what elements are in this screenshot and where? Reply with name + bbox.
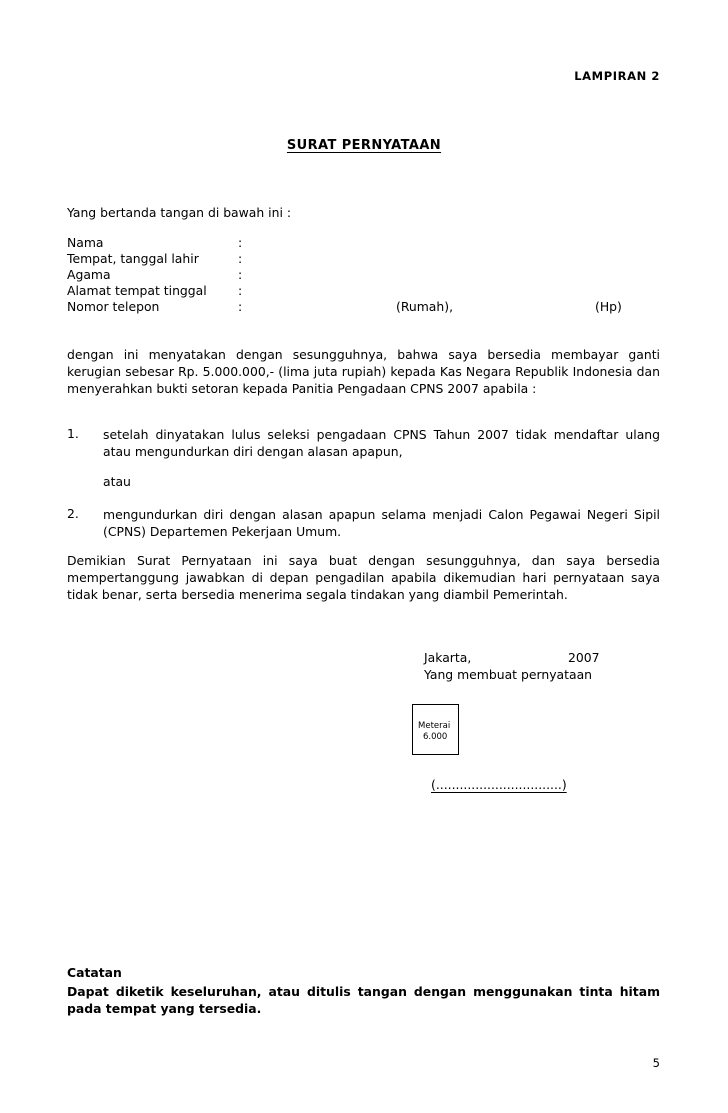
condition-text: mengundurkan diri dengan alasan apapun selama menjadi Calon Pegawai Negeri Sipil (CPNS) Departemen Pekerjaan Umum. — [103, 507, 660, 539]
field-colon: : — [238, 267, 243, 282]
statement-paragraph: dengan ini menyatakan dengan sesungguhnya, bahwa saya bersedia membayar ganti kerugian sebesar Rp. 5.000.000,- (lima juta rupiah) kepada Kas Negara Republik Indonesia dan menyerahkan bukti setoran kepada Panitia Pengadaan CPNS 2007 apabila : — [67, 347, 660, 396]
signature-maker: Yang membuat pernyataan — [424, 667, 593, 682]
note-title: Catatan — [67, 965, 122, 980]
field-colon: : — [238, 251, 243, 266]
condition-text: setelah dinyatakan lulus seleksi pengadaan CPNS Tahun 2007 tidak mendaftar ulang atau mengundurkan diri dengan alasan apapun, — [103, 427, 660, 459]
signature-name-line: (................................) — [431, 777, 567, 792]
closing-paragraph: Demikian Surat Pernyataan ini saya buat dengan sesungguhnya, dan saya bersedia mempertanggung jawabkan di depan pengadilan apabila dikemudian hari pernyataan saya tidak benar, serta bersedia menerima segala tindakan yang diambil Pemerintah. — [67, 553, 660, 602]
field-colon: : — [238, 299, 243, 314]
page-number: 5 — [652, 1056, 660, 1070]
lampiran-label: LAMPIRAN 2 — [574, 69, 660, 83]
field-colon: : — [238, 235, 243, 250]
field-label: Nama — [67, 235, 104, 250]
note-body: Dapat diketik keseluruhan, atau ditulis tangan dengan menggunakan tinta hitam pada tempat yang tersedia. — [67, 984, 660, 1016]
field-label: Tempat, tanggal lahir — [67, 251, 199, 266]
signature-year: 2007 — [568, 650, 600, 665]
field-label: Nomor telepon — [67, 299, 160, 314]
field-colon: : — [238, 283, 243, 298]
condition-number: 2. — [67, 506, 79, 521]
materai-label: Meterai — [418, 721, 451, 731]
phone-rumah-label: (Rumah), — [396, 299, 454, 314]
document-title-wrapper — [0, 138, 728, 153]
document-title: SURAT PERNYATAAN — [286, 138, 442, 153]
condition-number: 1. — [67, 426, 79, 441]
signature-place: Jakarta, — [424, 650, 472, 665]
field-label: Agama — [67, 267, 111, 282]
materai-value: 6.000 — [423, 732, 448, 742]
intro-text: Yang bertanda tangan di bawah ini : — [67, 205, 292, 220]
field-label: Alamat tempat tinggal — [67, 283, 207, 298]
separator-atau: atau — [103, 474, 131, 489]
phone-hp-label: (Hp) — [595, 299, 622, 314]
materai-stamp-box — [412, 704, 459, 755]
